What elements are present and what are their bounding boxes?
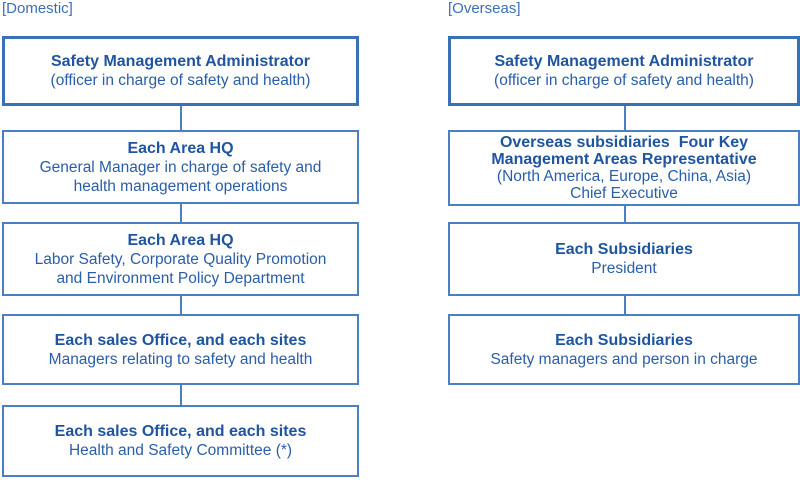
box-title: Each sales Office, and each sites xyxy=(54,331,307,349)
box-line: President xyxy=(591,260,657,277)
domestic-safety-management-administrator-box xyxy=(2,36,359,106)
domestic-area-hq-departments-box xyxy=(2,222,359,296)
domestic-area-hq-general-manager-box xyxy=(2,130,359,204)
box-title: Each Subsidiaries xyxy=(555,241,693,258)
box-title: Each Subsidiaries xyxy=(555,331,693,349)
box-line: Chief Executive xyxy=(570,185,678,202)
box-line: Health and Safety Committee (*) xyxy=(68,442,293,459)
overseas-connector-2 xyxy=(624,206,626,222)
box-line: and Environment Policy Department xyxy=(56,269,305,287)
overseas-subsidiaries-safety-managers-box xyxy=(448,314,800,385)
domestic-connector-3 xyxy=(180,296,182,314)
box-line: Safety managers and person in charge xyxy=(490,350,758,368)
box-line: (North America, Europe, China, Asia) xyxy=(496,168,752,185)
overseas-connector-1 xyxy=(624,106,626,130)
box-line: General Manager in charge of safety and xyxy=(39,158,322,176)
domestic-sales-office-managers-box xyxy=(2,314,359,385)
box-title: Overseas subsidiaries Four Key xyxy=(499,134,749,151)
overseas-connector-3 xyxy=(624,296,626,314)
box-title: Management Areas Representative xyxy=(491,151,757,168)
box-title: Safety Management Administrator xyxy=(494,53,754,70)
box-line: Managers relating to safety and health xyxy=(48,350,313,368)
domestic-sales-office-committee-box xyxy=(2,405,359,477)
overseas-safety-management-administrator-box xyxy=(448,36,800,106)
box-title: Each sales Office, and each sites xyxy=(54,423,307,440)
box-title: Each Area HQ xyxy=(127,231,234,249)
domestic-connector-1 xyxy=(180,106,182,130)
overseas-subsidiaries-president-box xyxy=(448,222,800,296)
domestic-connector-4 xyxy=(180,385,182,405)
box-subtitle: (officer in charge of safety and health) xyxy=(50,72,311,89)
domestic-header: [Domestic] xyxy=(2,0,73,17)
domestic-connector-2 xyxy=(180,204,182,222)
box-subtitle: (officer in charge of safety and health) xyxy=(494,72,754,89)
overseas-key-areas-representative-box xyxy=(448,130,800,206)
box-title: Each Area HQ xyxy=(127,139,234,157)
box-title: Safety Management Administrator xyxy=(50,53,310,70)
overseas-header: [Overseas] xyxy=(448,0,521,17)
box-line: health management operations xyxy=(73,177,288,195)
box-line: Labor Safety, Corporate Quality Promotion xyxy=(34,250,327,268)
